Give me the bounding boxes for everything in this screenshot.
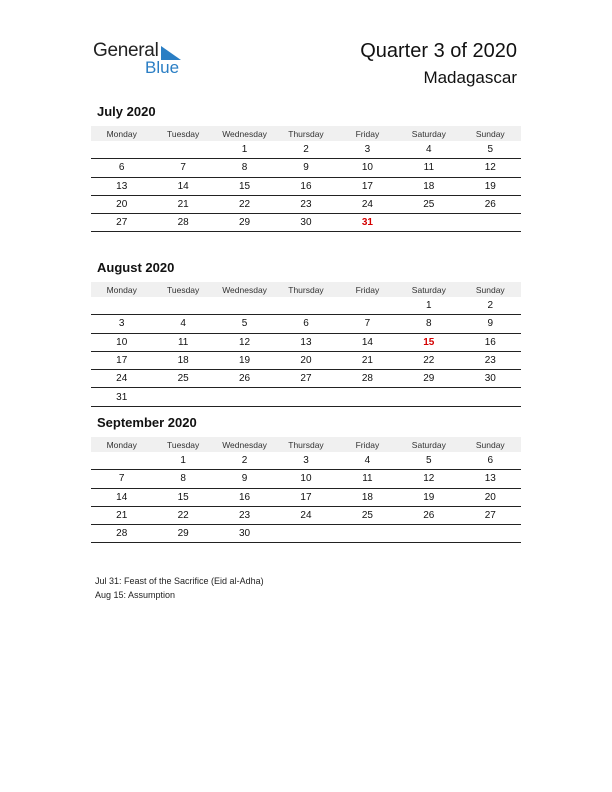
day-cell: 7 bbox=[152, 159, 213, 177]
weekday-header: Thursday bbox=[275, 126, 336, 141]
day-cell: 10 bbox=[275, 470, 336, 488]
week-row bbox=[91, 388, 521, 406]
day-cell: 23 bbox=[275, 195, 336, 213]
calendar-table bbox=[91, 437, 521, 543]
day-cell: 17 bbox=[275, 488, 336, 506]
weekday-header: Tuesday bbox=[152, 282, 213, 297]
month-september bbox=[91, 415, 521, 543]
day-cell: 19 bbox=[398, 488, 459, 506]
holiday-notes bbox=[95, 574, 264, 602]
holiday-note: Aug 15: Assumption bbox=[95, 590, 176, 600]
day-cell bbox=[275, 297, 336, 315]
day-cell: 26 bbox=[214, 370, 275, 388]
day-cell bbox=[152, 388, 213, 406]
day-cell: 31 bbox=[91, 388, 152, 406]
week-row bbox=[91, 525, 521, 543]
month-title: September 2020 bbox=[97, 415, 197, 430]
day-cell: 14 bbox=[91, 488, 152, 506]
month-august bbox=[91, 260, 521, 407]
day-cell: 15 bbox=[214, 177, 275, 195]
weekday-header: Sunday bbox=[460, 437, 521, 452]
day-cell bbox=[460, 388, 521, 406]
day-cell: 27 bbox=[275, 370, 336, 388]
day-cell: 30 bbox=[460, 370, 521, 388]
day-cell: 24 bbox=[91, 370, 152, 388]
weekday-header: Wednesday bbox=[214, 126, 275, 141]
week-row bbox=[91, 159, 521, 177]
day-cell: 30 bbox=[214, 525, 275, 543]
country-name: Madagascar bbox=[423, 68, 517, 87]
day-cell: 25 bbox=[398, 195, 459, 213]
day-cell: 29 bbox=[214, 214, 275, 232]
day-cell: 27 bbox=[91, 214, 152, 232]
logo bbox=[93, 40, 193, 80]
day-cell: 1 bbox=[214, 141, 275, 159]
day-cell: 13 bbox=[91, 177, 152, 195]
weekday-header: Monday bbox=[91, 282, 152, 297]
day-cell: 15 bbox=[152, 488, 213, 506]
day-cell: 28 bbox=[152, 214, 213, 232]
day-cell: 2 bbox=[460, 297, 521, 315]
day-cell: 9 bbox=[214, 470, 275, 488]
day-cell: 19 bbox=[214, 351, 275, 369]
day-cell: 23 bbox=[460, 351, 521, 369]
weekday-header: Thursday bbox=[275, 437, 336, 452]
day-cell: 8 bbox=[398, 315, 459, 333]
day-cell: 25 bbox=[152, 370, 213, 388]
day-cell: 21 bbox=[152, 195, 213, 213]
day-cell: 18 bbox=[337, 488, 398, 506]
day-cell: 1 bbox=[152, 452, 213, 470]
weekday-header: Thursday bbox=[275, 282, 336, 297]
day-cell: 5 bbox=[398, 452, 459, 470]
day-cell: 13 bbox=[275, 333, 336, 351]
day-cell bbox=[337, 525, 398, 543]
day-cell: 25 bbox=[337, 506, 398, 524]
day-cell: 31 bbox=[337, 214, 398, 232]
day-cell: 22 bbox=[152, 506, 213, 524]
day-cell: 10 bbox=[91, 333, 152, 351]
day-cell bbox=[152, 141, 213, 159]
week-row bbox=[91, 177, 521, 195]
weekday-header: Saturday bbox=[398, 437, 459, 452]
week-row bbox=[91, 297, 521, 315]
day-cell: 18 bbox=[398, 177, 459, 195]
day-cell bbox=[214, 297, 275, 315]
day-cell: 22 bbox=[398, 351, 459, 369]
day-cell bbox=[91, 452, 152, 470]
week-row bbox=[91, 506, 521, 524]
weekday-header: Tuesday bbox=[152, 126, 213, 141]
day-cell: 16 bbox=[275, 177, 336, 195]
weekday-header-row bbox=[91, 126, 521, 141]
day-cell: 13 bbox=[460, 470, 521, 488]
day-cell: 12 bbox=[460, 159, 521, 177]
month-july bbox=[91, 104, 521, 232]
week-row bbox=[91, 195, 521, 213]
day-cell: 4 bbox=[398, 141, 459, 159]
day-cell: 27 bbox=[460, 506, 521, 524]
day-cell bbox=[275, 388, 336, 406]
day-cell: 2 bbox=[214, 452, 275, 470]
day-cell bbox=[91, 297, 152, 315]
weekday-header: Monday bbox=[91, 126, 152, 141]
day-cell: 3 bbox=[91, 315, 152, 333]
week-row bbox=[91, 214, 521, 232]
day-cell: 11 bbox=[398, 159, 459, 177]
day-cell: 29 bbox=[398, 370, 459, 388]
day-cell: 3 bbox=[275, 452, 336, 470]
day-cell: 9 bbox=[275, 159, 336, 177]
weekday-header: Monday bbox=[91, 437, 152, 452]
weekday-header: Sunday bbox=[460, 126, 521, 141]
day-cell: 10 bbox=[337, 159, 398, 177]
weekday-header: Saturday bbox=[398, 282, 459, 297]
day-cell: 20 bbox=[460, 488, 521, 506]
day-cell: 22 bbox=[214, 195, 275, 213]
day-cell: 14 bbox=[337, 333, 398, 351]
month-title: July 2020 bbox=[97, 104, 156, 119]
day-cell: 26 bbox=[398, 506, 459, 524]
weekday-header: Wednesday bbox=[214, 437, 275, 452]
week-row bbox=[91, 333, 521, 351]
day-cell: 5 bbox=[214, 315, 275, 333]
day-cell bbox=[214, 388, 275, 406]
week-row bbox=[91, 470, 521, 488]
day-cell: 7 bbox=[91, 470, 152, 488]
day-cell: 9 bbox=[460, 315, 521, 333]
week-row bbox=[91, 315, 521, 333]
week-row bbox=[91, 370, 521, 388]
day-cell bbox=[398, 525, 459, 543]
day-cell: 28 bbox=[91, 525, 152, 543]
day-cell: 21 bbox=[337, 351, 398, 369]
day-cell: 3 bbox=[337, 141, 398, 159]
calendar-table bbox=[91, 126, 521, 232]
day-cell bbox=[398, 388, 459, 406]
logo-blue-text: Blue bbox=[145, 58, 180, 77]
day-cell: 28 bbox=[337, 370, 398, 388]
day-cell bbox=[152, 297, 213, 315]
day-cell: 8 bbox=[214, 159, 275, 177]
day-cell: 14 bbox=[152, 177, 213, 195]
day-cell: 30 bbox=[275, 214, 336, 232]
day-cell: 6 bbox=[460, 452, 521, 470]
week-row bbox=[91, 488, 521, 506]
calendar-table bbox=[91, 282, 521, 407]
day-cell: 1 bbox=[398, 297, 459, 315]
day-cell: 11 bbox=[337, 470, 398, 488]
weekday-header-row bbox=[91, 282, 521, 297]
day-cell: 6 bbox=[275, 315, 336, 333]
page-title: Quarter 3 of 2020 bbox=[360, 40, 517, 62]
day-cell: 12 bbox=[214, 333, 275, 351]
day-cell: 24 bbox=[337, 195, 398, 213]
day-cell: 7 bbox=[337, 315, 398, 333]
day-cell: 5 bbox=[460, 141, 521, 159]
weekday-header-row bbox=[91, 437, 521, 452]
day-cell: 20 bbox=[91, 195, 152, 213]
weekday-header: Friday bbox=[337, 282, 398, 297]
day-cell bbox=[337, 297, 398, 315]
day-cell: 24 bbox=[275, 506, 336, 524]
day-cell: 16 bbox=[214, 488, 275, 506]
week-row bbox=[91, 141, 521, 159]
weekday-header: Saturday bbox=[398, 126, 459, 141]
week-row bbox=[91, 452, 521, 470]
day-cell: 17 bbox=[91, 351, 152, 369]
day-cell: 8 bbox=[152, 470, 213, 488]
holiday-note: Jul 31: Feast of the Sacrifice (Eid al-Adha) bbox=[95, 576, 264, 586]
day-cell: 23 bbox=[214, 506, 275, 524]
day-cell bbox=[460, 214, 521, 232]
day-cell: 11 bbox=[152, 333, 213, 351]
day-cell: 15 bbox=[398, 333, 459, 351]
weekday-header: Wednesday bbox=[214, 282, 275, 297]
day-cell bbox=[337, 388, 398, 406]
day-cell bbox=[460, 525, 521, 543]
day-cell: 26 bbox=[460, 195, 521, 213]
weekday-header: Friday bbox=[337, 126, 398, 141]
day-cell: 21 bbox=[91, 506, 152, 524]
day-cell: 18 bbox=[152, 351, 213, 369]
day-cell bbox=[275, 525, 336, 543]
day-cell: 20 bbox=[275, 351, 336, 369]
day-cell: 12 bbox=[398, 470, 459, 488]
weekday-header: Sunday bbox=[460, 282, 521, 297]
weekday-header: Tuesday bbox=[152, 437, 213, 452]
day-cell: 2 bbox=[275, 141, 336, 159]
week-row bbox=[91, 351, 521, 369]
day-cell: 6 bbox=[91, 159, 152, 177]
day-cell bbox=[91, 141, 152, 159]
weekday-header: Friday bbox=[337, 437, 398, 452]
day-cell: 4 bbox=[337, 452, 398, 470]
logo-general-text: General bbox=[93, 40, 159, 61]
day-cell: 17 bbox=[337, 177, 398, 195]
day-cell: 4 bbox=[152, 315, 213, 333]
day-cell: 19 bbox=[460, 177, 521, 195]
day-cell: 16 bbox=[460, 333, 521, 351]
month-title: August 2020 bbox=[97, 260, 175, 275]
day-cell: 29 bbox=[152, 525, 213, 543]
day-cell bbox=[398, 214, 459, 232]
